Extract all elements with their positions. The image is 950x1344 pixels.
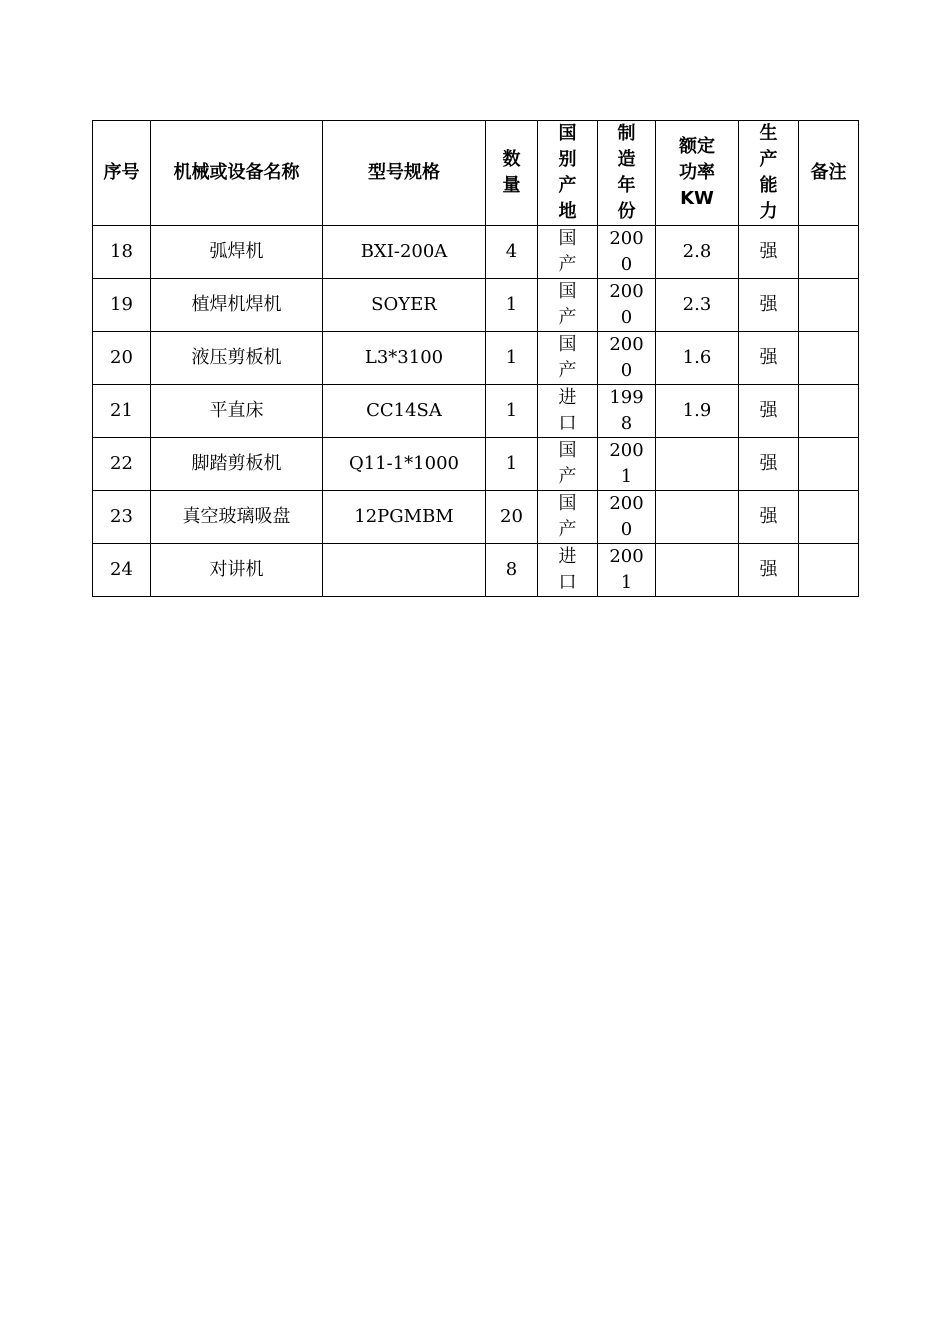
table-row	[93, 491, 859, 544]
cell-capacity: 强	[739, 332, 799, 385]
cell-power	[656, 491, 739, 544]
cell-qty: 1	[486, 279, 538, 332]
cell-qty: 4	[486, 226, 538, 279]
cell-remark	[799, 226, 859, 279]
cell-year: 2000	[598, 332, 656, 385]
cell-qty: 8	[486, 544, 538, 597]
cell-year: 2000	[598, 279, 656, 332]
cell-power	[656, 438, 739, 491]
header-origin: 国别产地	[538, 121, 598, 226]
cell-model	[323, 544, 486, 597]
cell-origin: 进口	[538, 544, 598, 597]
cell-origin: 国产	[538, 491, 598, 544]
cell-seq: 21	[93, 385, 151, 438]
cell-remark	[799, 279, 859, 332]
table-row	[93, 544, 859, 597]
header-power: 额定功率KW	[656, 121, 739, 226]
cell-seq: 23	[93, 491, 151, 544]
cell-model: SOYER	[323, 279, 486, 332]
cell-year: 2000	[598, 491, 656, 544]
cell-remark	[799, 332, 859, 385]
cell-model: Q11-1*1000	[323, 438, 486, 491]
header-name: 机械或设备名称	[151, 121, 323, 226]
cell-capacity: 强	[739, 438, 799, 491]
cell-model: BXI-200A	[323, 226, 486, 279]
cell-seq: 19	[93, 279, 151, 332]
header-qty: 数量	[486, 121, 538, 226]
header-capacity: 生产能力	[739, 121, 799, 226]
cell-name: 弧焊机	[151, 226, 323, 279]
cell-remark	[799, 438, 859, 491]
cell-remark	[799, 544, 859, 597]
header-year: 制造年份	[598, 121, 656, 226]
header-seq: 序号	[93, 121, 151, 226]
cell-name: 真空玻璃吸盘	[151, 491, 323, 544]
cell-power	[656, 544, 739, 597]
document-page	[92, 120, 859, 597]
cell-capacity: 强	[739, 544, 799, 597]
cell-qty: 20	[486, 491, 538, 544]
cell-name: 液压剪板机	[151, 332, 323, 385]
cell-qty: 1	[486, 385, 538, 438]
cell-capacity: 强	[739, 226, 799, 279]
cell-remark	[799, 491, 859, 544]
cell-capacity: 强	[739, 279, 799, 332]
cell-capacity: 强	[739, 491, 799, 544]
header-remark: 备注	[799, 121, 859, 226]
cell-origin: 国产	[538, 279, 598, 332]
cell-qty: 1	[486, 332, 538, 385]
table-header-row	[93, 121, 859, 226]
cell-power: 2.8	[656, 226, 739, 279]
cell-power: 1.6	[656, 332, 739, 385]
table-row	[93, 385, 859, 438]
cell-seq: 24	[93, 544, 151, 597]
table-row	[93, 332, 859, 385]
cell-name: 平直床	[151, 385, 323, 438]
cell-power: 2.3	[656, 279, 739, 332]
cell-name: 对讲机	[151, 544, 323, 597]
cell-origin: 国产	[538, 332, 598, 385]
cell-capacity: 强	[739, 385, 799, 438]
cell-remark	[799, 385, 859, 438]
cell-origin: 进口	[538, 385, 598, 438]
table-row	[93, 279, 859, 332]
cell-origin: 国产	[538, 226, 598, 279]
cell-year: 2001	[598, 544, 656, 597]
table-row	[93, 438, 859, 491]
cell-seq: 18	[93, 226, 151, 279]
cell-seq: 22	[93, 438, 151, 491]
equipment-table	[92, 120, 859, 597]
cell-year: 2000	[598, 226, 656, 279]
cell-qty: 1	[486, 438, 538, 491]
cell-seq: 20	[93, 332, 151, 385]
cell-origin: 国产	[538, 438, 598, 491]
cell-year: 1998	[598, 385, 656, 438]
cell-year: 2001	[598, 438, 656, 491]
table-row	[93, 226, 859, 279]
cell-power: 1.9	[656, 385, 739, 438]
cell-name: 脚踏剪板机	[151, 438, 323, 491]
cell-model: L3*3100	[323, 332, 486, 385]
cell-model: 12PGMBM	[323, 491, 486, 544]
header-model: 型号规格	[323, 121, 486, 226]
cell-name: 植焊机焊机	[151, 279, 323, 332]
cell-model: CC14SA	[323, 385, 486, 438]
